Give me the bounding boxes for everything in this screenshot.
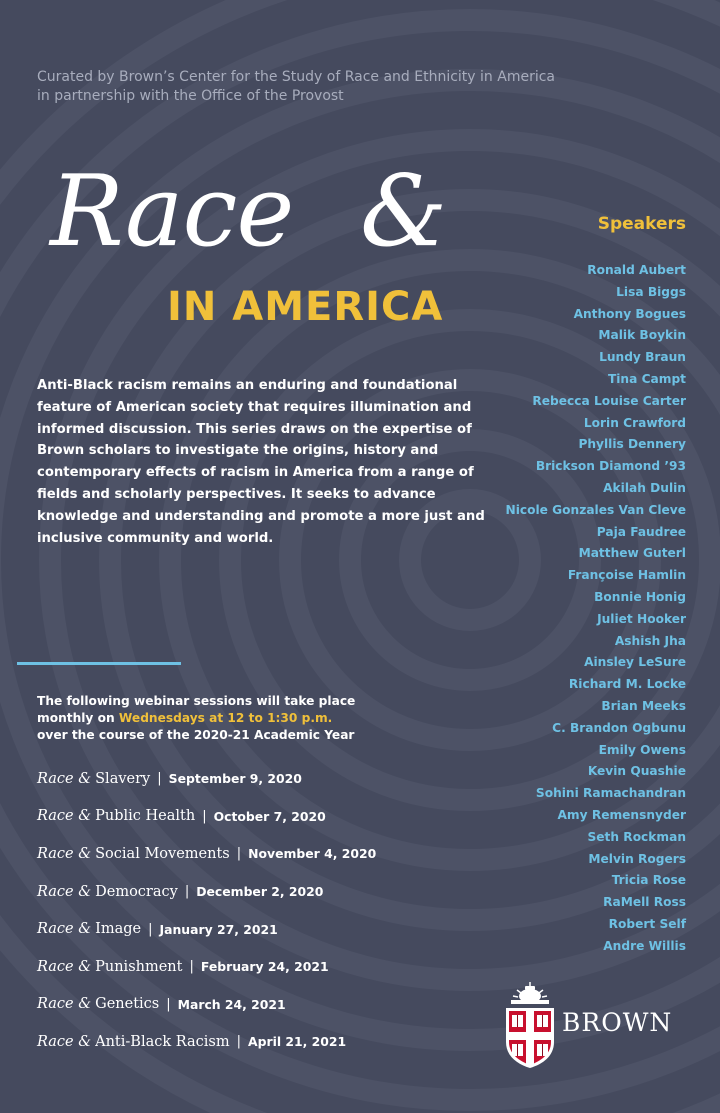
session-race-prefix: Race &	[37, 996, 92, 1013]
speaker-name: Brian Meeks	[601, 698, 686, 713]
session-date: January 27, 2021	[159, 921, 278, 937]
speaker-name: Andre Willis	[603, 938, 686, 953]
webinar-info	[37, 693, 367, 744]
session-item	[37, 798, 457, 836]
session-separator: |	[166, 996, 171, 1012]
session-race-prefix: Race &	[37, 808, 92, 825]
session-topic: Genetics	[95, 996, 160, 1013]
session-date: October 7, 2020	[213, 808, 326, 824]
speaker-name: Amy Remensnyder	[557, 807, 686, 822]
speakers-list	[506, 260, 686, 958]
title-in-america: IN AMERICA	[167, 284, 444, 330]
speaker-name: Richard M. Locke	[568, 677, 686, 692]
speaker-name: Emily Owens	[598, 742, 686, 757]
session-separator: |	[189, 959, 194, 975]
brown-university-shield-icon	[503, 982, 557, 1068]
speaker-name: Ronald Aubert	[587, 263, 686, 277]
speaker-name: RaMell Ross	[603, 895, 686, 910]
session-race-prefix: Race &	[37, 1033, 92, 1050]
session-topic: Image	[95, 921, 142, 938]
speaker-name: Robert Self	[608, 916, 686, 931]
speaker-name: Ashish Jha	[614, 633, 686, 648]
session-item	[37, 910, 457, 948]
session-date: February 24, 2021	[200, 959, 329, 975]
session-separator: |	[184, 884, 190, 900]
speaker-name: Tricia Rose	[611, 873, 686, 888]
curated-line-2: in partnership with the Office of the Provost	[37, 88, 344, 104]
session-topic: Slavery	[95, 770, 151, 787]
divider-rule	[17, 662, 181, 665]
speaker-name: Kevin Quashie	[587, 764, 686, 779]
speaker-name: Matthew Guterl	[578, 546, 686, 561]
intro-paragraph: Anti-Black racism remains an enduring and foundational feature of American society that requires illumination and informed discussion. This series draws on the expertise of Brown scholars to investigate the origins, history and contemporary effects of racism in America from a range of fields and scholarly perspectives. It seeks to advance knowledge and understanding and promote a more just and inclusive community and world.	[37, 378, 485, 546]
webinar-text-before: The following webinar sessions will take place monthly on	[37, 694, 356, 725]
session-topic: Democracy	[95, 883, 178, 900]
curated-by-text	[37, 68, 637, 106]
speaker-name: Melvin Rogers	[588, 851, 686, 866]
speaker-name: Malik Boykin	[598, 328, 686, 343]
session-item	[37, 873, 457, 911]
session-list	[37, 760, 457, 1061]
session-topic: Social Movements	[95, 845, 230, 862]
session-separator: |	[148, 921, 153, 937]
speaker-name: Rebecca Louise Carter	[532, 393, 686, 408]
webinar-text-after: over the course of the 2020-21 Academic Year	[37, 728, 355, 742]
speaker-name: Nicole Gonzales Van Cleve	[505, 502, 686, 517]
session-race-prefix: Race &	[37, 883, 92, 900]
speaker-name: Seth Rockman	[587, 829, 686, 844]
title-race: Race	[50, 155, 294, 269]
session-item	[37, 835, 457, 873]
session-date: April 21, 2021	[248, 1034, 347, 1050]
title-ampersand: &	[360, 155, 448, 269]
speaker-name: Lundy Braun	[599, 350, 686, 365]
session-separator: |	[157, 771, 162, 787]
speaker-name: Brickson Diamond ’93	[535, 459, 686, 474]
session-topic: Public Health	[95, 808, 196, 825]
session-race-prefix: Race &	[37, 770, 92, 787]
speaker-name: Sohini Ramachandran	[535, 786, 686, 801]
speaker-name: Bonnie Honig	[594, 589, 686, 604]
speaker-name: Lorin Crawford	[583, 415, 686, 430]
session-race-prefix: Race &	[37, 845, 92, 862]
speakers-heading: Speakers	[597, 214, 686, 234]
webinar-schedule-highlight: Wednesdays at 12 to 1:30 p.m.	[118, 711, 333, 725]
session-separator: |	[202, 808, 207, 824]
session-separator: |	[236, 1034, 241, 1050]
session-item	[37, 948, 457, 986]
speaker-name: Lisa Biggs	[616, 284, 686, 299]
speaker-name: Juliet Hooker	[597, 611, 686, 626]
session-race-prefix: Race &	[37, 921, 92, 938]
session-separator: |	[236, 846, 242, 862]
speaker-name: Françoise Hamlin	[567, 568, 686, 583]
brown-logo-wordmark: BROWN	[562, 1008, 673, 1037]
session-date: September 9, 2020	[168, 771, 302, 787]
speaker-name: Phyllis Dennery	[578, 437, 686, 452]
session-item	[37, 760, 457, 798]
speaker-name: Ainsley LeSure	[584, 655, 686, 670]
session-race-prefix: Race &	[37, 958, 92, 975]
session-date: March 24, 2021	[177, 996, 286, 1012]
speaker-name: Akilah Dulin	[603, 480, 686, 495]
session-item	[37, 986, 457, 1024]
session-topic: Punishment	[95, 958, 183, 975]
session-item	[37, 1023, 457, 1061]
curated-line-1: Curated by Brown’s Center for the Study of Race and Ethnicity in America	[37, 69, 555, 85]
speaker-name: C. Brandon Ogbunu	[552, 720, 686, 735]
session-date: December 2, 2020	[196, 884, 324, 900]
speaker-name: Paja Faudree	[596, 524, 686, 539]
speaker-name: Anthony Bogues	[573, 306, 686, 321]
session-date: November 4, 2020	[248, 846, 377, 862]
session-topic: Anti-Black Racism	[95, 1033, 230, 1050]
speaker-name: Tina Campt	[607, 371, 686, 386]
